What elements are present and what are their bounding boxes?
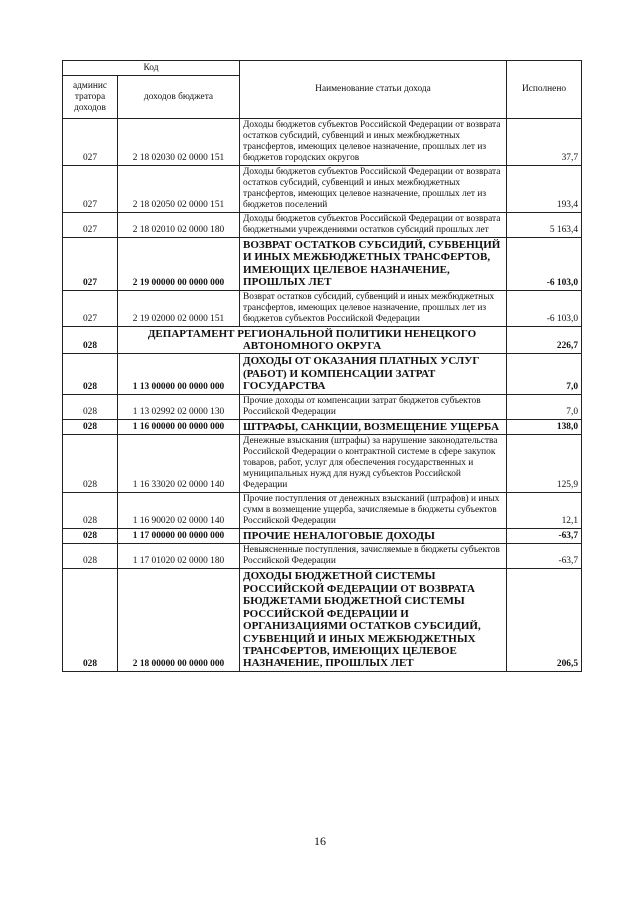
executed-amount-cell: 226,7: [507, 326, 582, 354]
executed-column-header: Исполнено: [507, 61, 582, 119]
revenue-code-cell: 2 19 02000 02 0000 151: [118, 290, 240, 326]
executed-amount-cell: 37,7: [507, 119, 582, 166]
table-row: [63, 290, 582, 326]
page-number: 16: [314, 834, 326, 848]
revenue-name-cell: ШТРАФЫ, САНКЦИИ, ВОЗМЕЩЕНИЕ УЩЕРБА: [240, 419, 507, 434]
revenue-code-cell: 2 19 00000 00 0000 000: [118, 238, 240, 291]
revenue-name-cell: ДОХОДЫ ОТ ОКАЗАНИЯ ПЛАТНЫХ УСЛУГ (РАБОТ) И КОМПЕНСАЦИИ ЗАТРАТ ГОСУДАРСТВА: [240, 354, 507, 394]
revenue-name-cell: Невыясненные поступления, зачисляемые в бюджеты субъектов Российской Федерации: [240, 544, 507, 569]
revenue-name-cell: Доходы бюджетов субъектов Российской Федерации от возврата бюджетными учреждениями остатков субсидий прошлых лет: [240, 213, 507, 238]
admin-code-cell: 028: [63, 493, 118, 529]
admin-code-cell: 028: [63, 394, 118, 419]
table-row: [63, 119, 582, 166]
revenue-name-cell: Прочие поступления от денежных взысканий (штрафов) и иных сумм в возмещение ущерба, зачисляемые в бюджеты субъектов Российской Федерации: [240, 493, 507, 529]
revenue-code-cell: 1 16 90020 02 0000 140: [118, 493, 240, 529]
revenue-name-cell: ПРОЧИЕ НЕНАЛОГОВЫЕ ДОХОДЫ: [240, 529, 507, 544]
table-row-section: [63, 238, 582, 291]
revenue-code-cell: 1 16 00000 00 0000 000: [118, 419, 240, 434]
table-row: [63, 394, 582, 419]
executed-amount-cell: 7,0: [507, 394, 582, 419]
executed-amount-cell: -6 103,0: [507, 290, 582, 326]
executed-amount-cell: 138,0: [507, 419, 582, 434]
table-row: [63, 166, 582, 213]
executed-amount-cell: -63,7: [507, 529, 582, 544]
revenue-name-cell: Возврат остатков субсидий, субвенций и иных межбюджетных трансфертов, имеющих целевое назначение, прошлых лет из бюджетов субъектов Российской Федерации: [240, 290, 507, 326]
executed-amount-cell: 125,9: [507, 435, 582, 493]
admin-code-cell: 027: [63, 290, 118, 326]
code-column-header: доходов бюджета: [118, 76, 240, 119]
admin-code-cell: 028: [63, 419, 118, 434]
revenue-code-cell: 1 13 00000 00 0000 000: [118, 354, 240, 394]
revenue-name-cell: Прочие доходы от компенсации затрат бюджетов субъектов Российской Федерации: [240, 394, 507, 419]
executed-amount-cell: 193,4: [507, 166, 582, 213]
revenue-code-cell: 2 18 02050 02 0000 151: [118, 166, 240, 213]
table-row-section: [63, 354, 582, 394]
revenue-name-cell: Денежные взыскания (штрафы) за нарушение законодательства Российской Федерации о контрактной системе в сфере закупок товаров, работ, услуг для обеспечения государственных и муниципальных нужд для нужд субъектов Российской Федерации: [240, 435, 507, 493]
admin-code-cell: 028: [63, 435, 118, 493]
executed-amount-cell: -6 103,0: [507, 238, 582, 291]
revenue-name-cell: Доходы бюджетов субъектов Российской Федерации от возврата остатков субсидий, субвенций и иных межбюджетных трансфертов, имеющих целевое назначение, прошлых лет из бюджетов поселений: [240, 166, 507, 213]
executed-amount-cell: 206,5: [507, 569, 582, 671]
table-row: [63, 213, 582, 238]
department-name-cell: ДЕПАРТАМЕНТ РЕГИОНАЛЬНОЙ ПОЛИТИКИ НЕНЕЦКОГО АВТОНОМНОГО ОКРУГА: [118, 326, 507, 354]
revenue-code-cell: 1 13 02992 02 0000 130: [118, 394, 240, 419]
table-row-section: [63, 419, 582, 434]
admin-code-cell: 028: [63, 569, 118, 671]
admin-code-cell: 027: [63, 238, 118, 291]
revenue-code-cell: 2 18 02030 02 0000 151: [118, 119, 240, 166]
admin-code-cell: 027: [63, 213, 118, 238]
admin-code-cell: 027: [63, 119, 118, 166]
table-row: [63, 493, 582, 529]
code-group-header: Код: [63, 61, 240, 76]
revenue-name-cell: ДОХОДЫ БЮДЖЕТНОЙ СИСТЕМЫ РОССИЙСКОЙ ФЕДЕРАЦИИ ОТ ВОЗВРАТА БЮДЖЕТАМИ БЮДЖЕТНОЙ СИСТЕМЫ РОССИЙСКОЙ ФЕДЕРАЦИИ И ОРГАНИЗАЦИЯМИ ОСТАТКОВ СУБСИДИЙ, СУБВЕНЦИЙ И ИНЫХ МЕЖБЮДЖЕТНЫХ ТРАНСФЕРТОВ, ИМЕЮЩИХ ЦЕЛЕВОЕ НАЗНАЧЕНИЕ, ПРОШЛЫХ ЛЕТ: [240, 569, 507, 671]
admin-code-cell: 028: [63, 544, 118, 569]
revenue-code-cell: 2 18 00000 00 0000 000: [118, 569, 240, 671]
admin-code-cell: 028: [63, 326, 118, 354]
table-row-section: [63, 529, 582, 544]
admin-code-cell: 028: [63, 354, 118, 394]
executed-amount-cell: 5 163,4: [507, 213, 582, 238]
revenue-code-cell: 1 17 00000 00 0000 000: [118, 529, 240, 544]
executed-amount-cell: 7,0: [507, 354, 582, 394]
admin-code-cell: 027: [63, 166, 118, 213]
table-row-section: [63, 569, 582, 671]
table-row: [63, 435, 582, 493]
revenue-code-cell: 1 16 33020 02 0000 140: [118, 435, 240, 493]
executed-amount-cell: 12,1: [507, 493, 582, 529]
admin-code-cell: 028: [63, 529, 118, 544]
table-row-department: [63, 326, 582, 354]
budget-revenue-table: [62, 60, 582, 672]
table-row: [63, 544, 582, 569]
executed-amount-cell: -63,7: [507, 544, 582, 569]
revenue-code-cell: 1 17 01020 02 0000 180: [118, 544, 240, 569]
revenue-code-cell: 2 18 02010 02 0000 180: [118, 213, 240, 238]
revenue-name-cell: Доходы бюджетов субъектов Российской Федерации от возврата остатков субсидий, субвенций и иных межбюджетных трансфертов, имеющих целевое назначение, прошлых лет из бюджетов городских округов: [240, 119, 507, 166]
admin-column-header: админис тратора доходов: [63, 76, 118, 119]
name-column-header: Наименование статьи дохода: [240, 61, 507, 119]
revenue-name-cell: ВОЗВРАТ ОСТАТКОВ СУБСИДИЙ, СУБВЕНЦИЙ И ИНЫХ МЕЖБЮДЖЕТНЫХ ТРАНСФЕРТОВ, ИМЕЮЩИХ ЦЕЛЕВОЕ НАЗНАЧЕНИЕ, ПРОШЛЫХ ЛЕТ: [240, 238, 507, 291]
